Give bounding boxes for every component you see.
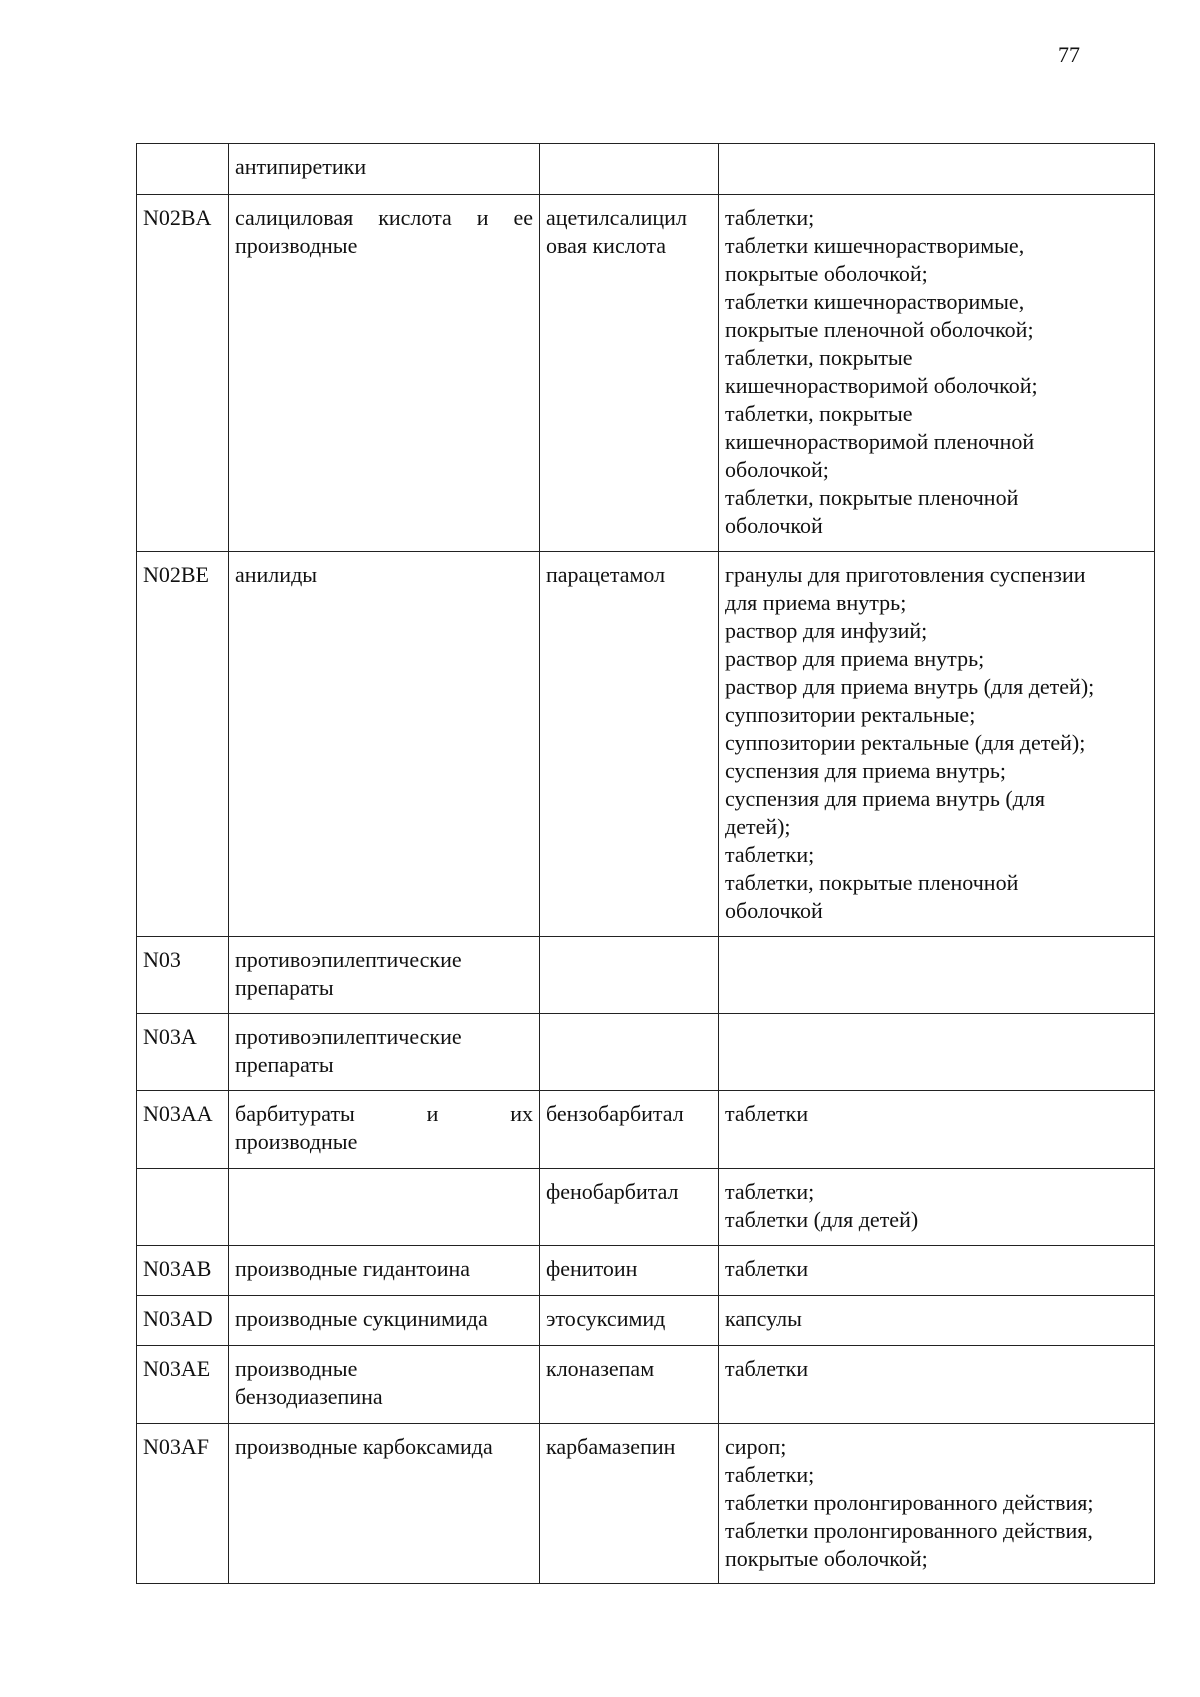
dosage-forms-cell	[719, 552, 1155, 937]
group-name-cell	[229, 1091, 540, 1169]
group-name-cell	[229, 1424, 540, 1584]
group-name-line: производные	[235, 1356, 358, 1381]
group-name-line: производные гидантоина	[235, 1256, 471, 1281]
dosage-forms-line: раствор для инфузий;	[725, 618, 928, 643]
group-name-cell	[229, 1296, 540, 1346]
dosage-forms-line: оболочкой	[725, 898, 823, 923]
drug-name-cell	[540, 144, 719, 195]
dosage-forms-line: для приема внутрь;	[725, 590, 907, 615]
table-row	[137, 1014, 1155, 1091]
drug-name-line: овая кислота	[546, 233, 667, 258]
group-name-line: противоэпилептические	[235, 947, 462, 972]
drug-name-cell	[540, 1424, 719, 1584]
table-row	[137, 144, 1155, 195]
group-name-cell	[229, 195, 540, 552]
atc-code-cell	[137, 144, 229, 195]
dosage-forms-line: таблетки;	[725, 1462, 815, 1487]
table-row	[137, 552, 1155, 937]
drug-name-line: фенобарбитал	[546, 1179, 679, 1204]
table-row	[137, 1169, 1155, 1246]
dosage-forms-cell	[719, 1424, 1155, 1584]
group-name-cell	[229, 1346, 540, 1424]
table-row	[137, 937, 1155, 1014]
drug-name-line: этосуксимид	[546, 1306, 666, 1331]
drug-table	[136, 143, 1155, 1584]
drug-name-cell	[540, 1091, 719, 1169]
atc-code-cell: N03AA	[137, 1091, 229, 1169]
drug-name-cell	[540, 1014, 719, 1091]
table-row	[137, 1346, 1155, 1424]
dosage-forms-line: суспензия для приема внутрь (для	[725, 786, 1045, 811]
group-name-line: производные карбоксамида	[235, 1434, 493, 1459]
table-row	[137, 1246, 1155, 1296]
drug-name-line: ацетилсалицил	[546, 205, 687, 230]
dosage-forms-line: таблетки кишечнорастворимые,	[725, 233, 1025, 258]
dosage-forms-cell	[719, 1346, 1155, 1424]
page-number: 77	[1058, 42, 1080, 67]
dosage-forms-line: таблетки, покрытые	[725, 401, 913, 426]
dosage-forms-cell	[719, 937, 1155, 1014]
table-row	[137, 1091, 1155, 1169]
atc-code-cell: N02BE	[137, 552, 229, 937]
drug-name-line: парацетамол	[546, 562, 666, 587]
drug-name-cell	[540, 1169, 719, 1246]
drug-name-cell	[540, 1296, 719, 1346]
group-name-line: салициловая кислота и ее	[235, 205, 533, 230]
dosage-forms-line: сироп;	[725, 1434, 787, 1459]
group-name-line: анилиды	[235, 562, 318, 587]
atc-code-cell: N03AB	[137, 1246, 229, 1296]
drug-name-line: фенитоин	[546, 1256, 638, 1281]
table-body	[137, 144, 1155, 1584]
dosage-forms-line: таблетки пролонгированного действия;	[725, 1490, 1094, 1515]
drug-name-line: клоназепам	[546, 1356, 655, 1381]
atc-code-cell: N02BA	[137, 195, 229, 552]
dosage-forms-cell	[719, 195, 1155, 552]
dosage-forms-line: таблетки (для детей)	[725, 1207, 919, 1232]
dosage-forms-cell	[719, 1246, 1155, 1296]
dosage-forms-line: капсулы	[725, 1306, 802, 1331]
drug-name-cell	[540, 1246, 719, 1296]
group-name-cell	[229, 1014, 540, 1091]
drug-name-cell	[540, 195, 719, 552]
atc-code-cell: N03	[137, 937, 229, 1014]
atc-code-cell: N03AD	[137, 1296, 229, 1346]
dosage-forms-line: таблетки	[725, 1356, 809, 1381]
dosage-forms-line: оболочкой;	[725, 457, 829, 482]
dosage-forms-line: детей);	[725, 814, 791, 839]
dosage-forms-line: таблетки, покрытые	[725, 345, 913, 370]
group-name-cell	[229, 1169, 540, 1246]
group-name-cell	[229, 937, 540, 1014]
drug-name-cell	[540, 937, 719, 1014]
dosage-forms-line: таблетки	[725, 1101, 809, 1126]
group-name-line: препараты	[235, 975, 334, 1000]
dosage-forms-cell	[719, 1091, 1155, 1169]
dosage-forms-line: таблетки пролонгированного действия,	[725, 1518, 1093, 1543]
drug-name-cell	[540, 552, 719, 937]
group-name-cell	[229, 1246, 540, 1296]
dosage-forms-line: таблетки;	[725, 205, 815, 230]
dosage-forms-line: покрытые пленочной оболочкой;	[725, 317, 1034, 342]
atc-code-cell: N03A	[137, 1014, 229, 1091]
dosage-forms-line: оболочкой	[725, 513, 823, 538]
dosage-forms-line: таблетки;	[725, 842, 815, 867]
dosage-forms-line: таблетки	[725, 1256, 809, 1281]
dosage-forms-line: гранулы для приготовления суспензии	[725, 562, 1086, 587]
atc-code-cell	[137, 1169, 229, 1246]
group-name-line: препараты	[235, 1052, 334, 1077]
drug-name-cell	[540, 1346, 719, 1424]
group-name-line: бензодиазепина	[235, 1384, 383, 1409]
dosage-forms-line: кишечнорастворимой пленочной	[725, 429, 1035, 454]
dosage-forms-cell	[719, 1296, 1155, 1346]
dosage-forms-line: покрытые оболочкой;	[725, 261, 928, 286]
group-name-line: антипиретики	[235, 154, 367, 179]
group-name-cell	[229, 552, 540, 937]
group-name-line: производные сукцинимида	[235, 1306, 488, 1331]
dosage-forms-line: таблетки, покрытые пленочной	[725, 870, 1019, 895]
dosage-forms-line: суппозитории ректальные;	[725, 702, 976, 727]
table-row	[137, 195, 1155, 552]
dosage-forms-line: покрытые оболочкой;	[725, 1546, 928, 1571]
table-row	[137, 1296, 1155, 1346]
group-name-line: барбитураты и их	[235, 1101, 533, 1126]
dosage-forms-line: суспензия для приема внутрь;	[725, 758, 1006, 783]
drug-name-line: карбамазепин	[546, 1434, 676, 1459]
dosage-forms-cell	[719, 144, 1155, 195]
dosage-forms-line: суппозитории ректальные (для детей);	[725, 730, 1086, 755]
dosage-forms-line: таблетки кишечнорастворимые,	[725, 289, 1025, 314]
table-row	[137, 1424, 1155, 1584]
dosage-forms-line: раствор для приема внутрь (для детей);	[725, 674, 1095, 699]
group-name-line: производные	[235, 1129, 358, 1154]
atc-code-cell: N03AF	[137, 1424, 229, 1584]
drug-name-line: бензобарбитал	[546, 1101, 684, 1126]
dosage-forms-line: таблетки;	[725, 1179, 815, 1204]
group-name-cell	[229, 144, 540, 195]
dosage-forms-cell	[719, 1169, 1155, 1246]
dosage-forms-cell	[719, 1014, 1155, 1091]
dosage-forms-line: таблетки, покрытые пленочной	[725, 485, 1019, 510]
group-name-line: противоэпилептические	[235, 1024, 462, 1049]
atc-code-cell: N03AE	[137, 1346, 229, 1424]
dosage-forms-line: раствор для приема внутрь;	[725, 646, 985, 671]
dosage-forms-line: кишечнорастворимой оболочкой;	[725, 373, 1038, 398]
group-name-line: производные	[235, 233, 358, 258]
